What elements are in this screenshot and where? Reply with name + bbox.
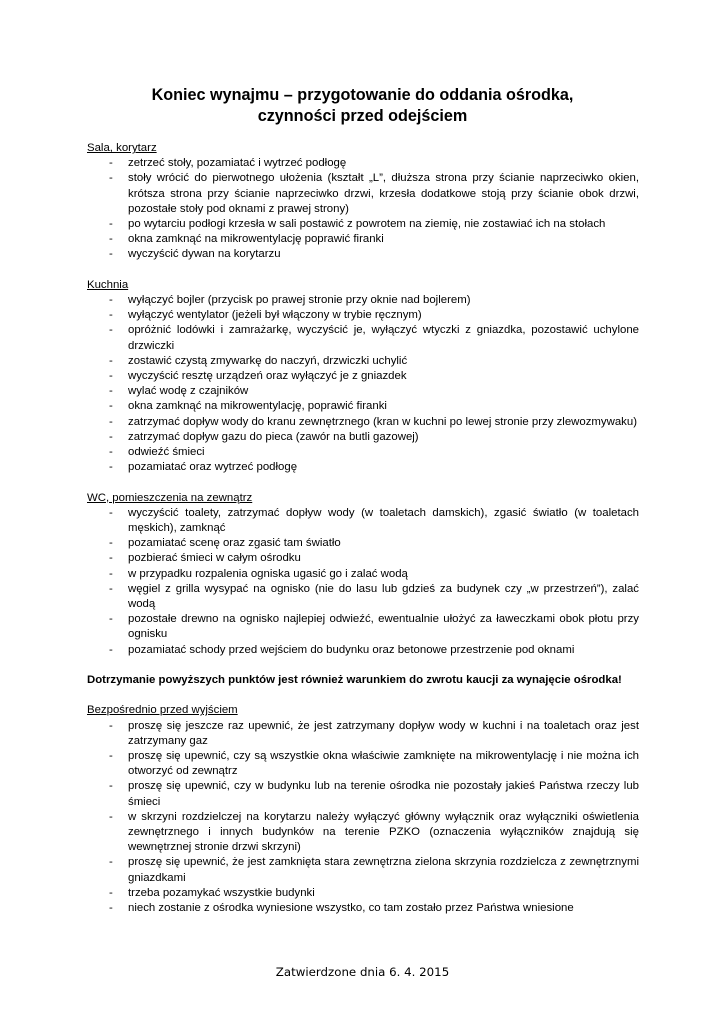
list-item-text: wyczyścić resztę urządzeń oraz wyłączyć je z gniazdek xyxy=(128,370,407,382)
dash-bullet: - xyxy=(109,856,113,869)
list-item-text: pozamiatać scenę oraz zgasić tam światło xyxy=(128,537,341,550)
list-item xyxy=(87,217,639,232)
sections-after-notice xyxy=(87,703,639,931)
list-item-text: pozbierać śmieci w całym ośrodku xyxy=(128,552,301,565)
dash-bullet: - xyxy=(109,446,113,459)
list-item-text: opróżnić lodówki i zamrażarkę, wyczyścić je, wyłączyć wtyczki z gniazdka, pozostawić uchylone drzwiczki xyxy=(128,324,639,352)
title-line-1: Koniec wynajmu – przygotowanie do oddania ośrodka, xyxy=(151,86,574,104)
list-item-text: proszę się upewnić, czy są wszystkie okna właściwie zamknięte na mikrowentylację i nie można ich otworzyć od zewnątrz xyxy=(128,750,639,778)
section-spacer xyxy=(87,475,639,490)
section-przed-wyjsciem xyxy=(87,703,639,931)
dash-bullet: - xyxy=(109,385,113,398)
dash-bullet: - xyxy=(109,400,113,413)
list-item-text: zostawić czystą zmywarkę do naczyń, drzwiczki uchylić xyxy=(128,354,408,367)
dash-bullet: - xyxy=(109,810,113,823)
list-item xyxy=(87,430,639,445)
list-item-text: wyłączyć wentylator (jeżeli był włączony w trybie ręcznym) xyxy=(128,309,422,322)
list-item xyxy=(87,567,639,582)
list-item xyxy=(87,886,639,901)
item-list xyxy=(87,156,639,262)
list-item-text: zatrzymać dopływ wody do kranu zewnętrznego (kran w kuchni po lewej stronie przy zlewozmywaku) xyxy=(128,415,637,428)
list-item xyxy=(87,612,639,642)
list-item xyxy=(87,582,639,612)
list-item-text: wyłączyć bojler (przycisk po prawej stronie przy oknie nad bojlerem) xyxy=(128,293,471,306)
list-item-text: zetrzeć stoły, pozamiatać i wytrzeć podłogę xyxy=(128,157,347,170)
dash-bullet: - xyxy=(109,233,113,246)
dash-bullet: - xyxy=(109,582,113,595)
dash-bullet: - xyxy=(109,750,113,762)
list-item xyxy=(87,901,639,916)
section-heading: Bezpośrednio przed wyjściem xyxy=(87,704,238,717)
dash-bullet: - xyxy=(109,218,113,230)
list-item xyxy=(87,779,639,809)
list-item-text: pozostałe drewno na ognisko najlepiej odwieźć, ewentualnie ułożyć za ławeczkami obok płotu przy ognisku xyxy=(128,613,639,641)
dash-bullet: - xyxy=(109,430,113,443)
dash-bullet: - xyxy=(109,157,113,170)
title-line-2: czynności przed odejściem xyxy=(257,107,468,125)
dash-bullet: - xyxy=(109,415,113,428)
list-item xyxy=(87,415,639,430)
dash-bullet: - xyxy=(109,172,113,185)
list-item-text: pozamiatać schody przed wejściem do budynku oraz betonowe przestrzenie pod oknami xyxy=(128,643,575,656)
dash-bullet: - xyxy=(109,613,113,626)
list-item xyxy=(87,399,639,414)
list-item-text: wyczyścić dywan na korytarzu xyxy=(128,248,281,261)
list-item xyxy=(87,810,639,856)
list-item-text: zatrzymać dopływ gazu do pieca (zawór na butli gazowej) xyxy=(128,430,419,443)
dash-bullet: - xyxy=(109,461,113,474)
dash-bullet: - xyxy=(109,780,113,793)
list-item xyxy=(87,719,639,749)
list-item-text: stoły wrócić do pierwotnego ułożenia (kształt „L”, dłuższa strona przy ścianie naprzeciwko okien, krótsza strona przy ścianie naprzeciwko drzwi, krzesła dodatkowe stoją przy ścianie obok drzwi, pozostałe stoły pod oknami z prawej strony) xyxy=(128,172,639,215)
list-item-text: w skrzyni rozdzielczej na korytarzu należy wyłączyć główny wyłącznik oraz wyłączniki oświetlenia zewnętrznego i innych budynków na terenie PZKO (oznaczenia wyłączników znajdują się wewnętrznej stronie drzwi skrzyni) xyxy=(128,810,639,854)
item-list xyxy=(87,506,639,658)
dash-bullet: - xyxy=(109,902,113,915)
list-item-text: proszę się jeszcze raz upewnić, że jest zatrzymany dopływ wody w kuchni i na toaletach oraz jest zatrzymany gaz xyxy=(128,719,639,747)
dash-bullet: - xyxy=(109,248,113,261)
list-item xyxy=(87,855,639,885)
dash-bullet: - xyxy=(109,506,113,519)
list-item xyxy=(87,460,639,475)
section-spacer xyxy=(87,658,639,673)
list-item-text: trzeba pozamykać wszystkie budynki xyxy=(128,886,315,899)
dash-bullet: - xyxy=(109,643,113,656)
section-spacer xyxy=(87,916,639,931)
list-item-text: węgiel z grilla wysypać na ognisko (nie do lasu lub gdzieś za budynek czy „w przestrzeń”), zalać wodą xyxy=(128,582,639,611)
list-item-text: wylać wodę z czajników xyxy=(128,385,249,398)
page-title xyxy=(60,85,665,127)
dash-bullet: - xyxy=(109,309,113,322)
list-item xyxy=(87,506,639,536)
dash-bullet: - xyxy=(109,552,113,565)
item-list xyxy=(87,719,639,917)
dash-bullet: - xyxy=(109,537,113,550)
list-item-text: okna zamknąć na mikrowentylację poprawić firanki xyxy=(128,233,384,246)
list-item xyxy=(87,369,639,384)
sections-before-notice xyxy=(87,141,639,673)
dash-bullet: - xyxy=(109,354,113,367)
dash-bullet: - xyxy=(109,719,113,732)
list-item-text: po wytarciu podłogi krzesła w sali postawić z powrotem na ziemię, nie zostawiać ich na stołach xyxy=(128,218,606,230)
list-item xyxy=(87,384,639,399)
list-item xyxy=(87,536,639,551)
section-heading: Sala, korytarz xyxy=(87,142,157,154)
list-item xyxy=(87,156,639,171)
list-item-text: okna zamknąć na mikrowentylację, poprawić firanki xyxy=(128,400,387,413)
list-item-text: niech zostanie z ośrodka wyniesione wszystko, co tam zostało przez Państwa wniesione xyxy=(128,902,574,915)
deposit-notice: Dotrzymanie powyższych punktów jest również warunkiem do zwrotu kaucji za wynajęcie ośrodka! xyxy=(87,674,622,687)
item-list xyxy=(87,293,639,475)
notice-spacer xyxy=(87,688,639,703)
list-item xyxy=(87,293,639,308)
list-item xyxy=(87,354,639,369)
section-kuchnia xyxy=(87,278,639,491)
list-item xyxy=(87,308,639,323)
list-item xyxy=(87,171,639,217)
list-item xyxy=(87,643,639,658)
section-heading: WC, pomieszczenia na zewnątrz xyxy=(87,491,253,504)
list-item xyxy=(87,323,639,353)
dash-bullet: - xyxy=(109,886,113,899)
section-sala-korytarz xyxy=(87,141,639,278)
list-item xyxy=(87,232,639,247)
list-item-text: w przypadku rozpalenia ogniska ugasić go i zalać wodą xyxy=(128,567,408,580)
dash-bullet: - xyxy=(109,370,113,382)
list-item-text: proszę się upewnić, że jest zamknięta stara zewnętrzna zielona skrzynia rozdzielcza z zewnętrznymi gniazdkami xyxy=(128,856,639,884)
dash-bullet: - xyxy=(109,324,113,337)
dash-bullet: - xyxy=(109,293,113,306)
section-spacer xyxy=(87,263,639,278)
document-content xyxy=(87,141,639,931)
list-item xyxy=(87,445,639,460)
dash-bullet: - xyxy=(109,567,113,580)
section-wc-zewnatrz xyxy=(87,491,639,673)
approval-date: Zatwierdzone dnia 6. 4. 2015 xyxy=(275,965,450,979)
section-heading: Kuchnia xyxy=(87,278,129,291)
list-item-text: pozamiatać oraz wytrzeć podłogę xyxy=(128,461,298,474)
list-item-text: wyczyścić toalety, zatrzymać dopływ wody (w toaletach damskich), zgasić światło (w toaletach męskich), zamknąć xyxy=(128,506,639,534)
list-item-text: odwieźć śmieci xyxy=(128,446,205,459)
list-item xyxy=(87,749,639,779)
list-item xyxy=(87,247,639,262)
list-item-text: proszę się upewnić, czy w budynku lub na terenie ośrodka nie pozostały jakieś Państwa rzeczy lub śmieci xyxy=(128,780,639,808)
list-item xyxy=(87,551,639,566)
